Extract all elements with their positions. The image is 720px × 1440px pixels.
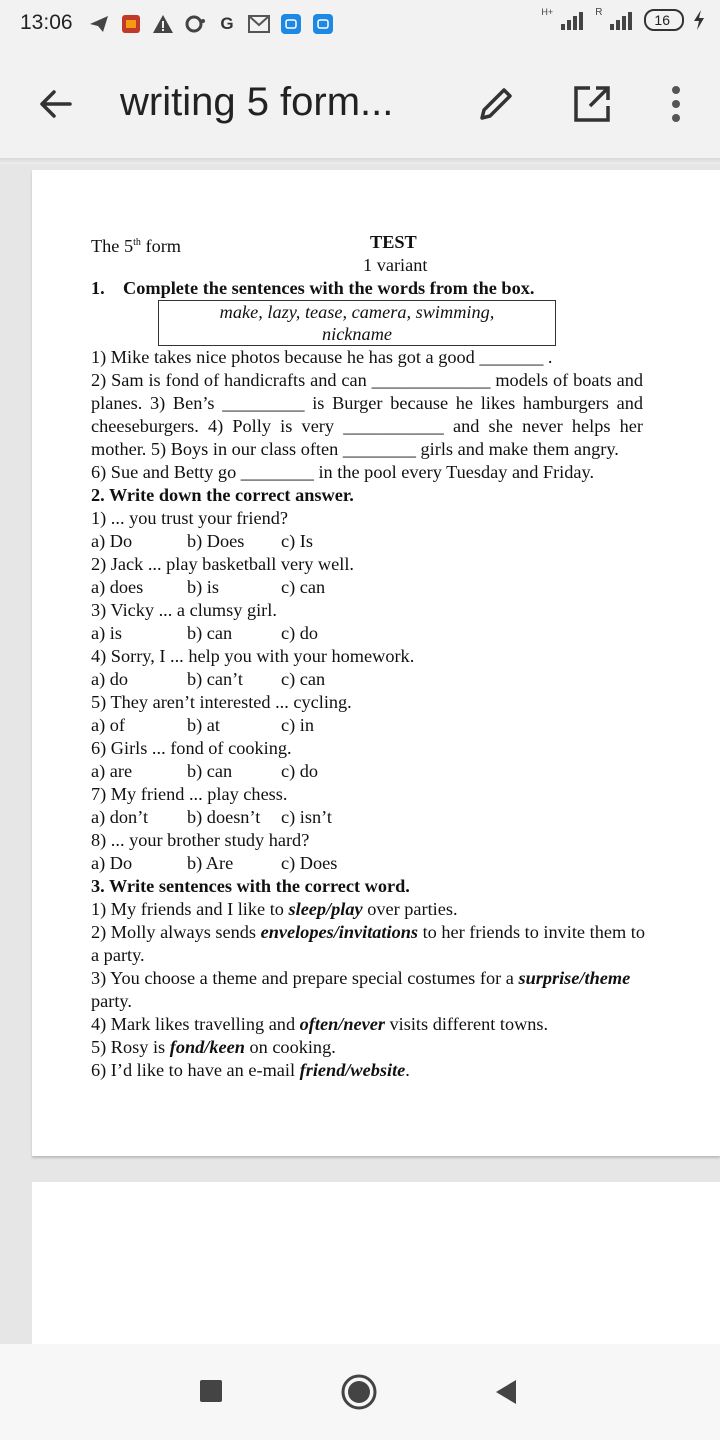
answer-options [91, 668, 643, 691]
answer-options [91, 530, 643, 553]
s1-line: planes. 3) Ben’s _________ is Burger because he likes hamburgers and [91, 393, 643, 413]
home-circle-icon [339, 1372, 379, 1412]
document-title: writing 5 form... [120, 80, 394, 124]
answer-option-c: c) Does [281, 853, 338, 873]
back-button[interactable] [34, 82, 78, 126]
app-toolbar [0, 50, 720, 160]
battery-icon [644, 9, 684, 31]
more-vert-icon [654, 82, 698, 126]
answer-option-b: b) can’t [187, 669, 244, 689]
sentence-key: sleep/play [288, 899, 363, 919]
answer-options [91, 760, 643, 783]
question-text: 1) ... you trust your friend? [91, 508, 288, 528]
sentence-line [91, 1059, 643, 1082]
answer-option-b: b) at [187, 715, 220, 735]
test-title: TEST [370, 232, 417, 252]
sentence-pre: 2) Molly always sends [91, 922, 261, 942]
answer-option-c: c) do [281, 761, 319, 781]
gmail-icon [248, 13, 270, 35]
sentence-line [91, 990, 643, 1013]
signal-bars-icon [561, 10, 587, 30]
sentence-pre: 3) You choose a theme and prepare special costumes for a [91, 968, 519, 988]
question-text: 2) Jack ... play basketball very well. [91, 554, 354, 574]
answer-options [91, 852, 643, 875]
sentence-key: friend/website [299, 1060, 406, 1080]
sentence-post: over parties. [362, 899, 458, 919]
sentence-pre: a party. [91, 945, 145, 965]
mi-icon [280, 13, 302, 35]
question-text: 7) My friend ... play chess. [91, 784, 288, 804]
answer-option-c: c) do [281, 623, 319, 643]
answer-option-c: c) in [281, 715, 314, 735]
edit-button[interactable] [474, 82, 518, 126]
nav-back-button[interactable] [488, 1372, 528, 1412]
sentence-pre: 4) Mark likes travelling and [91, 1014, 300, 1034]
sync-icon [184, 13, 206, 35]
section-3-title: 3. Write sentences with the correct word. [91, 876, 410, 896]
document-content [91, 231, 643, 1082]
header-row [91, 231, 643, 257]
answer-option-b: b) Does [187, 531, 245, 551]
signal-icon: H+ [541, 7, 554, 17]
status-bar [0, 0, 720, 50]
status-time: 13:06 [20, 11, 73, 34]
answer-option-a: a) are [91, 761, 133, 781]
answer-options [91, 806, 643, 829]
more-options-button[interactable] [654, 82, 698, 126]
s1-line: 6) Sue and Betty go ________ in the pool every Tuesday and Friday. [91, 462, 595, 482]
sentence-post: on cooking. [244, 1037, 336, 1057]
answer-option-a: a) Do [91, 531, 133, 551]
open-in-new-icon [570, 82, 614, 126]
alert-icon [152, 13, 174, 35]
answer-option-a: a) is [91, 623, 122, 643]
sentence-line [91, 944, 643, 967]
sentence-key: envelopes/invitations [260, 922, 419, 942]
answer-option-a: a) Do [91, 853, 133, 873]
answer-option-c: c) Is [281, 531, 313, 551]
question-list [91, 507, 643, 875]
sentence-line [91, 898, 643, 921]
square-icon [192, 1372, 232, 1412]
pencil-icon [474, 82, 518, 126]
mi-icon [312, 13, 334, 35]
answer-option-c: c) can [281, 669, 326, 689]
home-button[interactable] [339, 1372, 379, 1412]
answer-option-a: a) of [91, 715, 126, 735]
form-label: The 5th form [91, 236, 182, 257]
answer-options [91, 714, 643, 737]
answer-options [91, 576, 643, 599]
sentence-line [91, 967, 643, 990]
sentence-pre: 5) Rosy is [91, 1037, 170, 1057]
sentence-pre: party. [91, 991, 132, 1011]
answer-option-c: c) isn’t [281, 807, 332, 827]
variant-label: 1 variant [363, 255, 428, 275]
open-external-button[interactable] [570, 82, 614, 126]
section-1-title: 1. Complete the sentences with the words from the box. [91, 278, 535, 298]
word-box-line: make, lazy, tease, camera, swimming, [219, 302, 495, 322]
answer-options [91, 622, 643, 645]
s1-line: 2) Sam is fond of handicrafts and can _____________ models of boats and [91, 370, 643, 390]
s1-line: 1) Mike takes nice photos because he has got a good _______ . [91, 347, 553, 367]
triangle-back-icon [488, 1372, 528, 1412]
system-nav-bar [0, 1344, 720, 1440]
sentence-line [91, 1013, 643, 1036]
question-text: 3) Vicky ... a clumsy girl. [91, 600, 277, 620]
battery-level: 16 [654, 12, 670, 28]
charging-icon [692, 9, 706, 31]
telegram-icon [88, 13, 110, 35]
sentence-pre: 6) I’d like to have an e-mail [91, 1060, 300, 1080]
s1-line: cheeseburgers. 4) Polly is very ___________ and she never helps her [91, 416, 643, 436]
answer-option-b: b) Are [187, 853, 234, 873]
google-icon: G [220, 14, 234, 33]
word-box-line: nickname [321, 324, 393, 344]
question-text: 6) Girls ... fond of cooking. [91, 738, 292, 758]
question-text: 4) Sorry, I ... help you with your homework. [91, 646, 415, 666]
roaming-icon: R [595, 6, 603, 18]
status-indicators [541, 6, 706, 31]
sentence-key: fond/keen [169, 1037, 245, 1057]
next-page [32, 1182, 720, 1352]
answer-option-a: a) don’t [91, 807, 149, 827]
sentence-post: visits different towns. [384, 1014, 549, 1034]
arrow-left-icon [34, 82, 78, 126]
sentence-key: surprise/theme [518, 968, 631, 988]
section-3-list [91, 898, 643, 1082]
document-page [32, 170, 720, 1156]
sentence-pre: 1) My friends and I like to [91, 899, 289, 919]
recents-button[interactable] [192, 1372, 232, 1412]
sentence-line [91, 1036, 643, 1059]
document-viewer[interactable] [0, 164, 720, 1344]
question-text: 5) They aren’t interested ... cycling. [91, 692, 352, 712]
answer-option-b: b) can [187, 761, 233, 781]
sentence-post: . [405, 1060, 410, 1080]
app-icon [120, 13, 142, 35]
signal-bars-icon [610, 10, 636, 30]
sentence-line [91, 921, 643, 944]
section-2-title: 2. Write down the correct answer. [91, 485, 354, 505]
sentence-key: often/never [299, 1014, 385, 1034]
answer-option-a: a) do [91, 669, 129, 689]
question-text: 8) ... your brother study hard? [91, 830, 310, 850]
word-box [158, 300, 556, 346]
s1-line: mother. 5) Boys in our class often ________ girls and make them angry. [91, 439, 619, 459]
answer-option-b: b) doesn’t [187, 807, 261, 827]
answer-option-b: b) can [187, 623, 233, 643]
answer-option-b: b) is [187, 577, 219, 597]
notification-icons [88, 10, 334, 38]
answer-option-a: a) does [91, 577, 144, 597]
sentence-post: to her friends to invite them to [418, 922, 645, 942]
answer-option-c: c) can [281, 577, 326, 597]
